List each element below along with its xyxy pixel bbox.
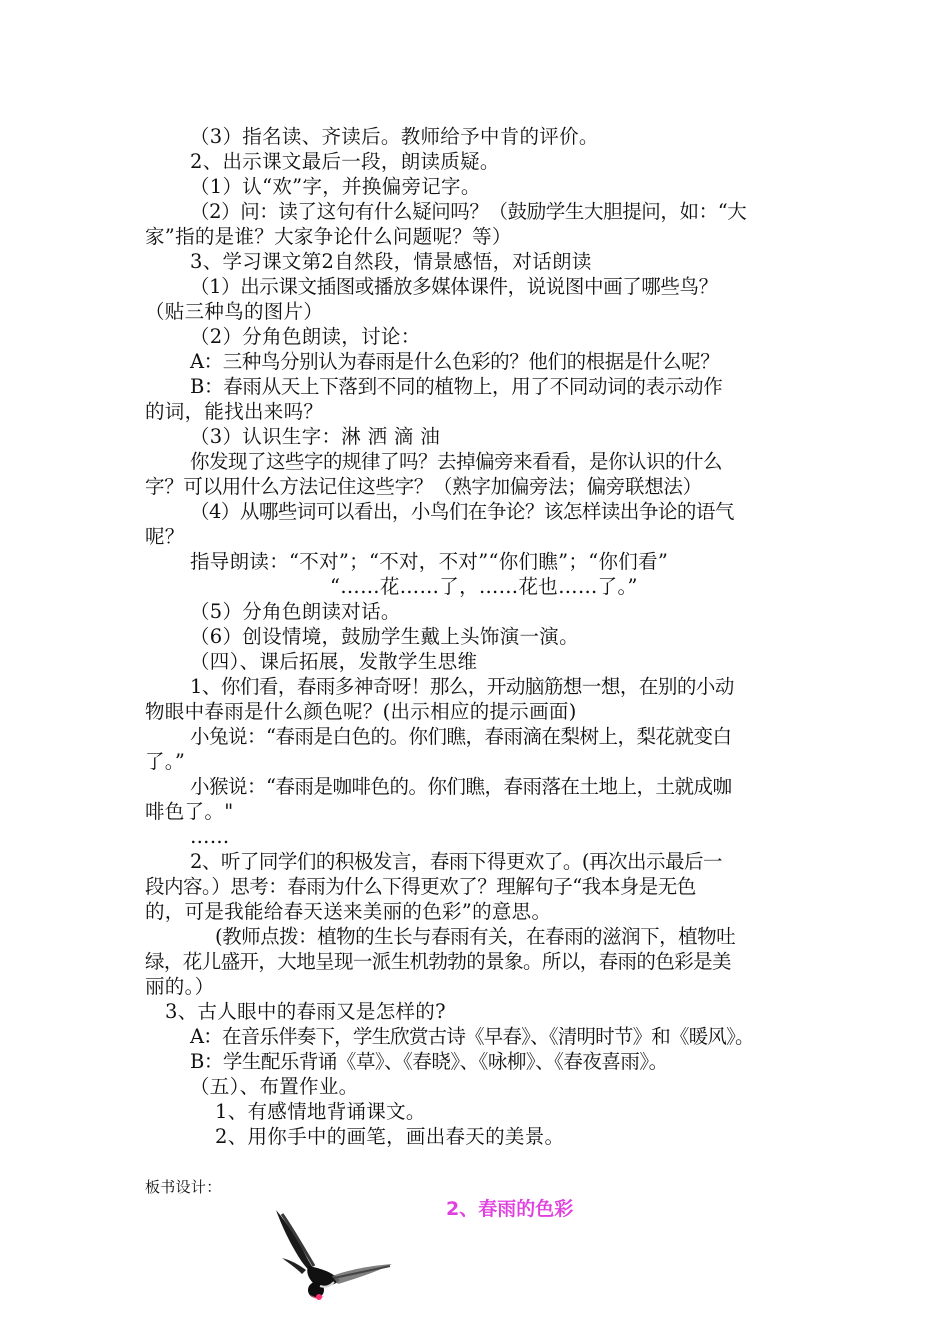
line-41: 2、用你手中的画笔，画出春天的美景。: [215, 1125, 565, 1148]
line-12: 的词，能找出来吗？: [145, 400, 324, 423]
line-26: 了。”: [145, 750, 186, 773]
line-14: 你发现了这些字的规律了吗？去掉偏旁来看看，是你认识的什么: [190, 450, 723, 473]
line-9: （2）分角色朗读，讨论：: [190, 325, 421, 348]
line-5: 家”指的是谁？大家争论什么问题呢？等）: [145, 225, 512, 248]
board-design-label: 板书设计：: [145, 1178, 222, 1196]
board-title: 2、春雨的色彩: [446, 1198, 574, 1220]
line-40: 1、有感情地背诵课文。: [215, 1100, 426, 1123]
line-38: B：学生配乐背诵《草》、《春晓》、《咏柳》、《春夜喜雨》。: [190, 1050, 668, 1073]
line-8: （贴三种鸟的图片）: [145, 300, 324, 323]
line-18: 指导朗读：“不对”；“不对，不对”“你们瞧”；“你们看”: [190, 550, 669, 573]
line-23: 1、你们看，春雨多神奇呀！那么，开动脑筋想一想，在别的小动: [190, 675, 734, 698]
line-15: 字？可以用什么方法记住这些字？（熟字加偏旁法；偏旁联想法）: [145, 475, 702, 498]
line-25: 小兔说：“春雨是白色的。你们瞧，春雨滴在梨树上，梨花就变白: [190, 725, 732, 748]
line-11: B：春雨从天上下落到不同的植物上，用了不同动词的表示动作: [190, 375, 723, 398]
line-39: （五）、布置作业。: [190, 1075, 359, 1098]
line-6: 3、学习课文第2自然段，情景感悟，对话朗读: [190, 250, 592, 273]
line-4: （2）问：读了这句有什么疑问吗？（鼓励学生大胆提问，如：“大: [190, 200, 747, 223]
line-24: 物眼中春雨是什么颜色呢？(出示相应的提示画面): [145, 700, 577, 723]
line-17: 呢？: [145, 525, 185, 548]
swallow-icon: [268, 1206, 398, 1316]
line-27: 小猴说：“春雨是咖啡色的。你们瞧，春雨落在土地上，土就成咖: [190, 775, 732, 798]
line-21: （6）创设情境，鼓励学生戴上头饰演一演。: [190, 625, 579, 648]
line-28: 啡色了。": [145, 800, 234, 823]
line-32: 的，可是我能给春天送来美丽的色彩”的意思。: [145, 900, 552, 923]
line-30: 2、听了同学们的积极发言，春雨下得更欢了。(再次出示最后一: [190, 850, 723, 873]
line-22: （四）、课后拓展，发散学生思维: [190, 650, 478, 673]
line-29: ……: [190, 825, 230, 848]
line-1: （3）指名读、齐读后。教师给予中肯的评价。: [190, 125, 599, 148]
line-20: （5）分角色朗读对话。: [190, 600, 401, 623]
line-35: 丽的。）: [145, 975, 215, 998]
line-10: A：三种鸟分别认为春雨是什么色彩的？他们的根据是什么呢？: [190, 350, 720, 373]
line-13: （3）认识生字：淋 洒 滴 油: [190, 425, 441, 448]
line-19: “……花……了，……花也……了。”: [330, 575, 638, 598]
line-3: （1）认“欢”字，并换偏旁记字。: [190, 175, 481, 198]
line-7: （1）出示课文插图或播放多媒体课件，说说图中画了哪些鸟？: [190, 275, 718, 298]
line-36: 3、古人眼中的春雨又是怎样的?: [165, 1000, 446, 1023]
line-31: 段内容。）思考：春雨为什么下得更欢了？理解句子“我本身是无色: [145, 875, 696, 898]
line-33: (教师点拨：植物的生长与春雨有关，在春雨的滋润下，植物吐: [215, 925, 736, 948]
line-34: 绿，花儿盛开，大地呈现一派生机勃勃的景象。所以，春雨的色彩是美: [145, 950, 731, 973]
line-37: A：在音乐伴奏下，学生欣赏古诗《早春》、《清明时节》和《暖风》。: [190, 1025, 754, 1048]
line-2: 2、出示课文最后一段，朗读质疑。: [190, 150, 500, 173]
line-16: （4）从哪些词可以看出，小鸟们在争论？该怎样读出争论的语气: [190, 500, 734, 523]
